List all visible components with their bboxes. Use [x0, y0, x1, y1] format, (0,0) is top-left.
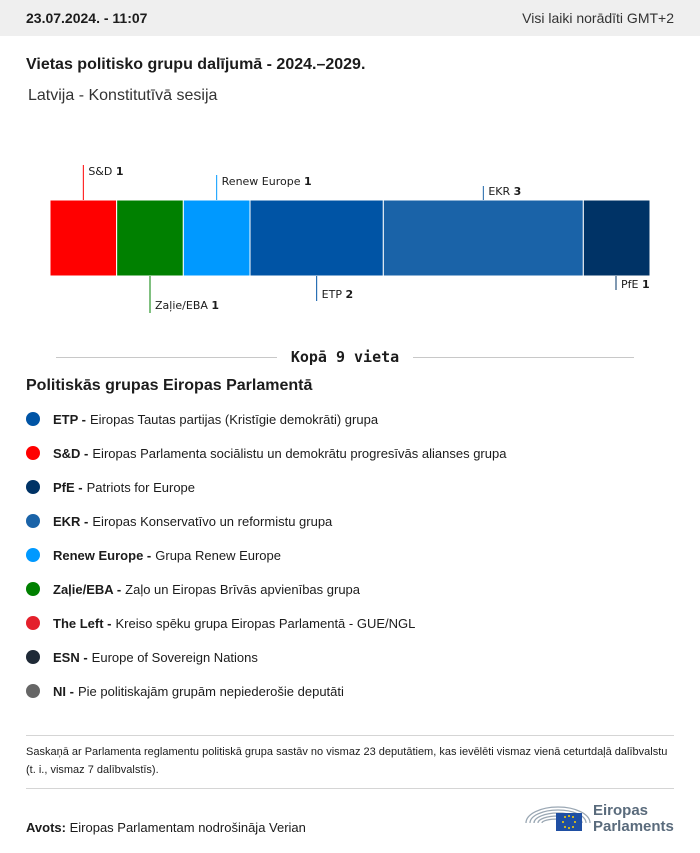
segment-label-za-ie-eba: Zaļie/EBA 1 [155, 299, 220, 312]
legend-color-dot-icon [26, 650, 40, 664]
note-divider-bottom [26, 788, 674, 789]
bar-segment-s-d [50, 200, 117, 276]
legend-description: Kreiso spēku grupa Eiropas Parlamentā - GUE/NGL [115, 615, 416, 631]
legend-description: Europe of Sovereign Nations [91, 649, 258, 665]
bar-segment-renew-europe [183, 200, 250, 276]
legend-description: Zaļo un Eiropas Brīvās apvienības grupa [125, 581, 361, 597]
legend-item [26, 436, 506, 470]
note-divider-top [26, 735, 674, 736]
bar-segment-pfe [583, 200, 650, 276]
legend-color-dot-icon [26, 616, 40, 630]
legend-color-dot-icon [26, 514, 40, 528]
segment-label-ekr: EKR 3 [488, 185, 522, 198]
legend-abbr: ESN - [53, 649, 88, 665]
legend-color-dot-icon [26, 582, 40, 596]
seat-distribution-chart [0, 140, 700, 315]
legend-abbr: ETP - [53, 411, 86, 427]
legend-description: Grupa Renew Europe [155, 547, 281, 563]
segment-label-pfe: PfE 1 [621, 278, 650, 291]
chart-subtitle: Latvija - Konstitutīvā sesija [28, 87, 218, 104]
segment-label-renew-europe: Renew Europe 1 [221, 175, 312, 188]
total-seats: Kopā 9 vieta [290, 348, 400, 366]
legend-item [26, 470, 506, 504]
legend-item [26, 640, 506, 674]
bar-segment-etp [250, 200, 383, 276]
legend-abbr: Zaļie/EBA - [53, 581, 122, 597]
segment-label-etp: ETP 2 [321, 288, 354, 301]
rules-note: Saskaņā ar Parlamenta reglamentu politiskā grupa sastāv no vismaz 23 deputātiem, kas ievēlēti vismaz vienā ceturtdaļā dalībvalstu (t. i., vismaz 7 dalībvalstīs). [26, 746, 668, 776]
legend-color-dot-icon [26, 684, 40, 698]
legend-abbr: NI - [53, 683, 74, 699]
logo-text [593, 803, 674, 835]
legend-item [26, 572, 506, 606]
legend-description: Eiropas Parlamenta sociālistu un demokrātu progresīvās alianses grupa [92, 445, 507, 461]
legend-abbr: S&D - [53, 445, 89, 461]
legend-item [26, 504, 506, 538]
legend-abbr: PfE - [53, 479, 83, 495]
logo-line1: Eiropas [593, 802, 649, 819]
legend-color-dot-icon [26, 480, 40, 494]
legend [26, 402, 506, 708]
legend-item [26, 538, 506, 572]
source-label: Avots: [26, 820, 66, 835]
legend-title: Politiskās grupas Eiropas Parlamentā [26, 377, 313, 394]
source [26, 820, 306, 835]
bar-segment-ekr [383, 200, 583, 276]
legend-color-dot-icon [26, 446, 40, 460]
timezone-note: Visi laiki norādīti GMT+2 [522, 10, 674, 26]
legend-color-dot-icon [26, 548, 40, 562]
total-divider-right [413, 357, 634, 358]
total-divider-left [56, 357, 277, 358]
total-seats-row [56, 346, 634, 368]
legend-abbr: Renew Europe - [53, 547, 152, 563]
legend-description: Patriots for Europe [86, 479, 196, 495]
segment-label-s-d: S&D 1 [88, 165, 124, 178]
legend-description: Pie politiskajām grupām nepiederošie deputāti [77, 683, 344, 699]
legend-color-dot-icon [26, 412, 40, 426]
header-bar [0, 0, 700, 36]
legend-description: Eiropas Konservatīvo un reformistu grupa [92, 513, 333, 529]
legend-abbr: The Left - [53, 615, 112, 631]
legend-item [26, 674, 506, 708]
source-text: Eiropas Parlamentam nodrošināja Verian [69, 820, 306, 835]
bar-segment-za-ie-eba [117, 200, 184, 276]
date-time: 23.07.2024. - 11:07 [26, 10, 148, 26]
logo-line2: Parlaments [593, 818, 674, 835]
chart-title: Vietas politisko grupu dalījumā - 2024.–2029. [26, 56, 366, 73]
legend-item [26, 606, 506, 640]
legend-abbr: EKR - [53, 513, 89, 529]
legend-item [26, 402, 506, 436]
legend-description: Eiropas Tautas partijas (Kristīgie demokrāti) grupa [90, 411, 379, 427]
